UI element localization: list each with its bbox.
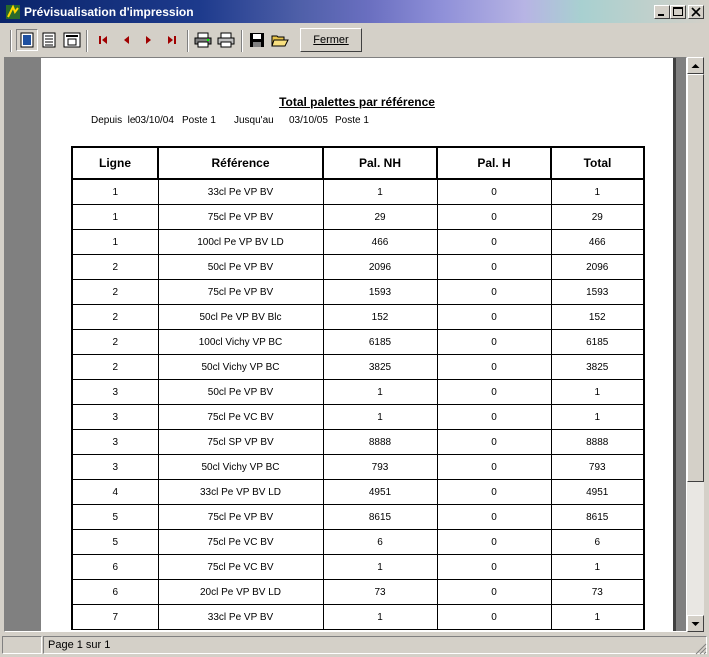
cell-pal-nh: 73 [323,580,437,605]
cell-total: 1 [551,380,644,405]
cell-pal-h: 0 [437,455,551,480]
cell-pal-h: 0 [437,580,551,605]
printer-setup-button[interactable] [192,29,214,51]
next-page-button[interactable] [138,29,160,51]
vertical-scrollbar[interactable] [687,57,704,632]
cell-pal-nh: 152 [323,305,437,330]
cell-reference: 100cl Vichy VP BC [158,330,323,355]
cell-ligne: 2 [72,280,158,305]
cell-pal-nh: 3825 [323,355,437,380]
close-preview-button[interactable] [300,28,362,52]
from-date: 03/10/04 [135,115,174,126]
cell-total: 1 [551,179,644,205]
cell-pal-h: 0 [437,230,551,255]
page-view-icon [19,32,35,48]
cell-total: 2096 [551,255,644,280]
cell-total: 1 [551,605,644,630]
column-header-pal-h: Pal. H [437,147,551,179]
minimize-icon [655,6,669,18]
scroll-up-button[interactable] [687,57,704,74]
last-page-button[interactable] [161,29,183,51]
cell-pal-nh: 1593 [323,280,437,305]
toolbar-separator [10,30,12,52]
cell-ligne: 5 [72,505,158,530]
maximize-icon [671,6,685,18]
open-button[interactable] [269,29,291,51]
table-row [72,179,644,205]
cell-pal-nh: 29 [323,205,437,230]
page-view-button[interactable] [16,29,38,51]
cell-pal-h: 0 [437,330,551,355]
cell-ligne: 2 [72,255,158,280]
cell-ligne: 3 [72,455,158,480]
cell-reference: 75cl Pe VP BV [158,205,323,230]
cell-ligne: 4 [72,480,158,505]
table-row [72,355,644,380]
save-button[interactable] [246,29,268,51]
table-header-row [72,147,644,179]
list-view-button[interactable] [38,29,60,51]
table-row [72,455,644,480]
cell-total: 4951 [551,480,644,505]
toolbar-separator [241,30,243,52]
cell-total: 3825 [551,355,644,380]
close-preview-label: Fermer [313,34,349,46]
cell-pal-nh: 4951 [323,480,437,505]
cell-pal-h: 0 [437,480,551,505]
cell-reference: 33cl Pe VP BV [158,605,323,630]
cell-total: 793 [551,455,644,480]
cell-pal-h: 0 [437,255,551,280]
cell-reference: 75cl Pe VC BV [158,405,323,430]
cell-reference: 20cl Pe VP BV LD [158,580,323,605]
cell-pal-h: 0 [437,205,551,230]
table-row [72,305,644,330]
cell-reference: 75cl Pe VC BV [158,555,323,580]
cell-ligne: 3 [72,405,158,430]
scroll-down-button[interactable] [687,615,704,632]
to-post: Poste 1 [335,115,369,126]
cell-pal-h: 0 [437,555,551,580]
arrow-up-icon [691,63,700,69]
report-title-text: Total palettes par référence [279,95,435,109]
print-button[interactable] [215,29,237,51]
cell-pal-h: 0 [437,405,551,430]
minimize-button[interactable] [654,5,670,19]
resize-grip-icon[interactable] [695,643,707,655]
cell-pal-nh: 2096 [323,255,437,280]
cell-total: 1593 [551,280,644,305]
cell-reference: 75cl Pe VP BV [158,280,323,305]
table-row [72,480,644,505]
cell-reference: 100cl Pe VP BV LD [158,230,323,255]
cell-total: 8615 [551,505,644,530]
next-page-icon [143,34,155,46]
print-icon [217,32,235,48]
cell-pal-h: 0 [437,355,551,380]
table-row [72,380,644,405]
cell-reference: 75cl SP VP BV [158,430,323,455]
cell-ligne: 6 [72,580,158,605]
cell-total: 73 [551,580,644,605]
table-row [72,230,644,255]
previous-page-button[interactable] [115,29,137,51]
close-window-button[interactable] [688,5,704,19]
first-page-button[interactable] [92,29,114,51]
table-row [72,430,644,455]
cell-pal-nh: 1 [323,555,437,580]
cell-total: 152 [551,305,644,330]
open-folder-icon [271,32,289,48]
cell-total: 8888 [551,430,644,455]
cell-ligne: 1 [72,205,158,230]
close-icon [689,6,703,18]
status-bar [0,634,709,657]
table-row [72,555,644,580]
app-icon [5,4,21,20]
report-title [41,95,673,109]
printer-setup-icon [194,32,212,48]
cell-reference: 50cl Vichy VP BC [158,455,323,480]
cell-ligne: 5 [72,530,158,555]
cell-total: 466 [551,230,644,255]
column-header-pal-nh: Pal. NH [323,147,437,179]
table-row [72,505,644,530]
cell-pal-nh: 1 [323,405,437,430]
cell-total: 29 [551,205,644,230]
toolbar-separator [187,30,189,52]
table-row [72,405,644,430]
cell-reference: 75cl Pe VC BV [158,530,323,555]
cell-pal-h: 0 [437,530,551,555]
cell-pal-nh: 6185 [323,330,437,355]
first-page-icon [97,34,109,46]
preview-viewport[interactable] [4,57,687,632]
zoom-view-icon [63,32,81,48]
cell-pal-nh: 1 [323,179,437,205]
cell-ligne: 2 [72,305,158,330]
cell-ligne: 1 [72,179,158,205]
cell-pal-nh: 793 [323,455,437,480]
list-view-icon [41,32,57,48]
cell-total: 6 [551,530,644,555]
cell-total: 6185 [551,330,644,355]
cell-ligne: 3 [72,380,158,405]
preview-page [41,58,673,632]
window-title: Prévisualisation d'impression [24,5,194,19]
cell-pal-h: 0 [437,280,551,305]
cell-reference: 50cl Pe VP BV [158,255,323,280]
table-row [72,605,644,630]
cell-pal-h: 0 [437,605,551,630]
to-date: 03/10/05 [289,115,328,126]
scroll-thumb[interactable] [687,74,704,482]
column-header-ligne: Ligne [72,147,158,179]
save-icon [249,32,265,48]
cell-reference: 33cl Pe VP BV LD [158,480,323,505]
arrow-down-icon [691,621,700,627]
last-page-icon [166,34,178,46]
table-row [72,580,644,605]
cell-total: 1 [551,555,644,580]
cell-reference: 50cl Pe VP BV Blc [158,305,323,330]
to-label: Jusqu'au [234,115,274,126]
cell-reference: 33cl Pe VP BV [158,179,323,205]
table-row [72,280,644,305]
column-header-reference: Référence [158,147,323,179]
previous-page-icon [120,34,132,46]
title-bar[interactable] [0,0,709,24]
zoom-view-button[interactable] [61,29,83,51]
cell-pal-nh: 6 [323,530,437,555]
cell-total: 1 [551,405,644,430]
cell-ligne: 2 [72,355,158,380]
status-page-info: Page 1 sur 1 [43,636,707,654]
maximize-button[interactable] [670,5,686,19]
table-row [72,530,644,555]
cell-pal-nh: 1 [323,605,437,630]
cell-pal-nh: 8888 [323,430,437,455]
report-table [71,146,645,630]
from-label: Depuis le [91,115,136,126]
cell-reference: 75cl Pe VP BV [158,505,323,530]
cell-pal-h: 0 [437,430,551,455]
toolbar-separator [86,30,88,52]
table-row [72,330,644,355]
cell-ligne: 1 [72,230,158,255]
table-row [72,255,644,280]
column-header-total: Total [551,147,644,179]
cell-ligne: 2 [72,330,158,355]
cell-pal-nh: 8615 [323,505,437,530]
status-panel-empty [2,636,42,654]
cell-pal-nh: 466 [323,230,437,255]
table-row [72,205,644,230]
cell-reference: 50cl Pe VP BV [158,380,323,405]
cell-pal-h: 0 [437,505,551,530]
toolbar [0,24,709,57]
cell-pal-nh: 1 [323,380,437,405]
cell-ligne: 3 [72,430,158,455]
from-post: Poste 1 [182,115,216,126]
cell-pal-h: 0 [437,305,551,330]
cell-ligne: 7 [72,605,158,630]
cell-reference: 50cl Vichy VP BC [158,355,323,380]
cell-pal-h: 0 [437,380,551,405]
cell-pal-h: 0 [437,179,551,205]
cell-ligne: 6 [72,555,158,580]
